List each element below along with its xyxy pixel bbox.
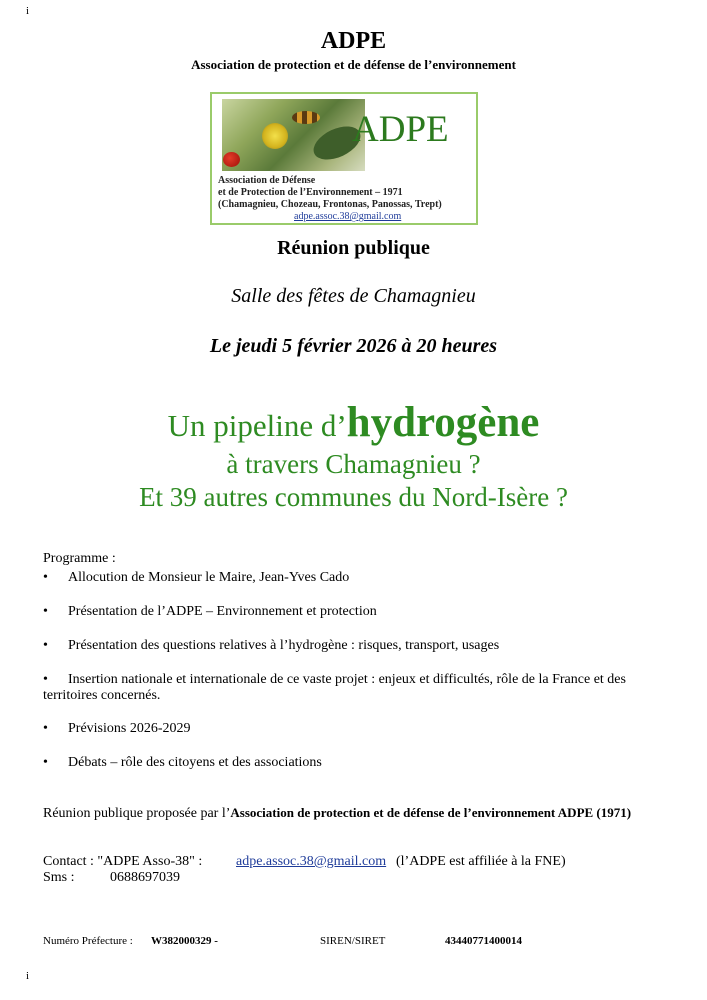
list-item (43, 604, 663, 620)
proposed-org: Association de protection et de défense de l’environnement ADPE (1971) (230, 805, 632, 820)
bullet-icon: • (43, 755, 48, 770)
list-item-text: Débats – rôle des citoyens et des associations (68, 755, 322, 770)
list-item (43, 570, 663, 586)
event-venue: Salle des fêtes de Chamagnieu (231, 285, 476, 307)
ladybug-icon (223, 152, 240, 167)
bullet-icon: • (43, 721, 48, 736)
page-marker-bottom: i (26, 970, 30, 982)
siren-value: 43440771400014 (445, 935, 522, 947)
logo-photo (222, 99, 365, 171)
list-item-text: Présentation de l’ADPE – Environnement et protection (68, 604, 377, 619)
fne-affiliation: (l’ADPE est affiliée à la FNE) (396, 854, 566, 869)
headline-line-3: Et 39 autres communes du Nord-Isère ? (139, 482, 568, 512)
list-item-text: Présentation des questions relatives à l’hydrogène : risques, transport, usages (68, 638, 500, 653)
contact-label: Contact : "ADPE Asso-38" : (43, 854, 203, 869)
sms-label: Sms : (43, 870, 75, 885)
adpe-logo (210, 92, 478, 225)
page-marker-top: i (26, 5, 30, 17)
header-title: ADPE (320, 28, 387, 54)
bullet-icon: • (43, 570, 48, 585)
headline-part1: Un pipeline d’ (167, 408, 347, 443)
list-item (43, 721, 663, 737)
list-item (43, 755, 663, 771)
logo-line-1: Association de Défense (218, 175, 316, 186)
event-date: Le jeudi 5 février 2026 à 20 heures (209, 335, 498, 357)
list-item (43, 638, 663, 654)
logo-line-3: (Chamagnieu, Chozeau, Frontonas, Panossas, Trept) (218, 199, 442, 210)
logo-email-link[interactable]: adpe.assoc.38@gmail.com (294, 211, 402, 222)
logo-name: ADPE (352, 109, 449, 150)
proposed-by (43, 805, 631, 822)
bullet-icon: • (43, 638, 48, 653)
list-item-text: Insertion nationale et internationale de ce vaste projet : enjeux et difficultés, rôle de la France et des territoires concernés. (43, 672, 626, 703)
header-subtitle: Association de protection et de défense de l’environnement (191, 57, 516, 72)
logo-line-2: et de Protection de l’Environnement – 1971 (218, 187, 403, 198)
bullet-icon: • (43, 672, 48, 687)
siren-label: SIREN/SIRET (320, 935, 386, 947)
list-item (43, 672, 663, 704)
programme-label: Programme : (43, 551, 116, 566)
proposed-prefix: Réunion publique proposée par l’ (43, 806, 231, 821)
prefecture-label: Numéro Préfecture : (43, 935, 133, 947)
event-type: Réunion publique (277, 237, 430, 259)
headline-line-2: à travers Chamagnieu ? (226, 449, 481, 479)
bee-shape (292, 111, 320, 124)
list-item-text: Prévisions 2026-2029 (68, 721, 191, 736)
contact-email-link[interactable]: adpe.assoc.38@gmail.com (236, 854, 387, 869)
headline-hydrogene: hydrogène (346, 399, 540, 446)
bullet-icon: • (43, 604, 48, 619)
sms-number: 0688697039 (110, 870, 180, 885)
flower-shape (262, 123, 288, 149)
headline-line-1 (0, 398, 707, 447)
prefecture-value: W382000329 - (151, 935, 218, 947)
list-item-text: Allocution de Monsieur le Maire, Jean-Yves Cado (68, 570, 350, 585)
